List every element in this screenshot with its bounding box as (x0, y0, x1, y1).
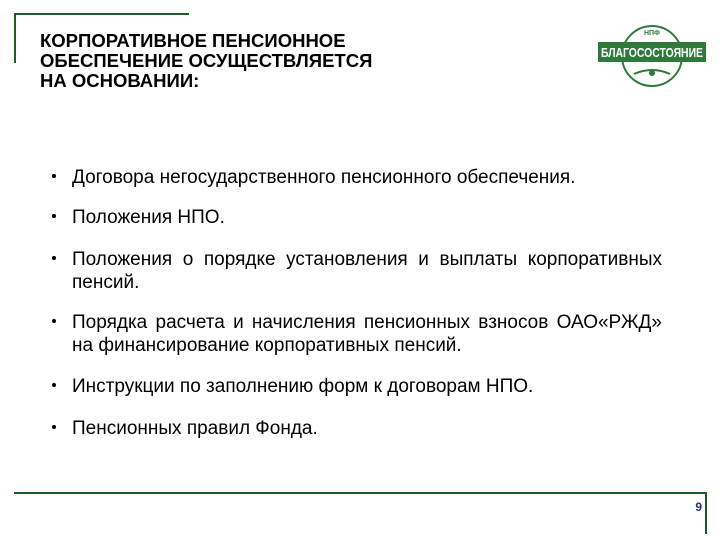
bullet-icon (52, 383, 56, 387)
page-number: 9 (695, 500, 702, 514)
list-item: Положения НПО. (52, 206, 662, 229)
logo-top-text: НПФ (643, 30, 661, 37)
logo-name: БЛАГОСОСТОЯНИЕ (601, 45, 704, 60)
bullet-icon (52, 256, 56, 260)
footer-right-line (705, 492, 707, 534)
bullet-icon (52, 425, 56, 429)
list-item: Инструкции по заполнению форм к договорам НПО. (52, 375, 662, 398)
list-item: Пенсионных правил Фонда. (52, 417, 662, 440)
list-item: Положения о порядке установления и выплаты корпоративных пенсий. (52, 248, 662, 294)
slide-title: КОРПОРАТИВНОЕ ПЕНСИОННОЕ ОБЕСПЕЧЕНИЕ ОСУЩЕСТВЛЯЕТСЯ НА ОСНОВАНИИ: (40, 30, 373, 91)
frame-left-line (14, 13, 16, 63)
bullet-icon (52, 174, 56, 178)
list-item: Порядка расчета и начисления пенсионных взносов ОАО«РЖД» на финансирование корпоративных пенсий. (52, 311, 662, 357)
frame-top-line (14, 13, 189, 15)
list-item: Договора негосударственного пенсионного обеспечения. (52, 166, 662, 189)
npf-logo (596, 18, 708, 88)
bullet-icon (52, 214, 56, 218)
footer-line (14, 492, 706, 494)
bullet-icon (52, 319, 56, 323)
